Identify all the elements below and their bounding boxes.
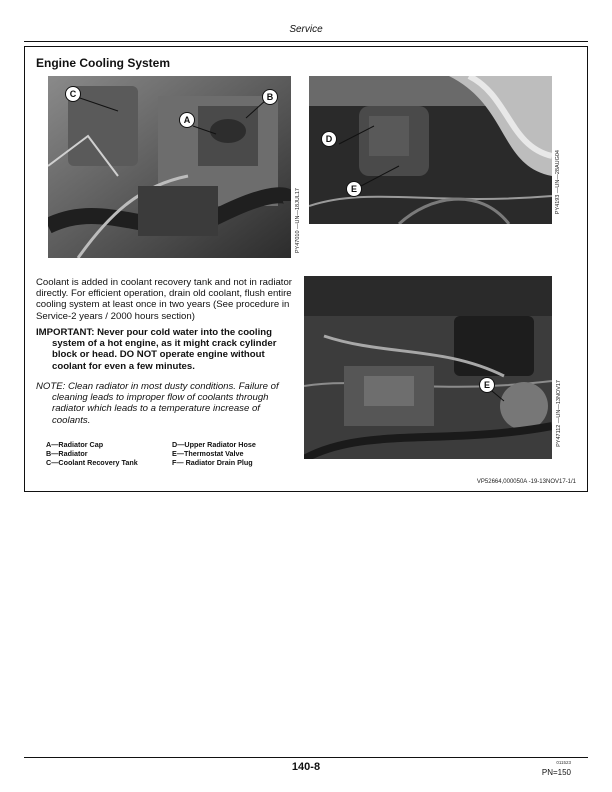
important-text: Never pour cold water into the cooling system of a hot engine, as it might crack cylinder block or head. DO NOT operate engine without coolant for even a few minutes.: [52, 327, 277, 372]
important-label: IMPORTANT:: [36, 327, 95, 338]
page-number: 140-8: [291, 761, 321, 773]
legend-item: F— Radiator Drain Plug: [172, 458, 253, 468]
intro-paragraph: Coolant is added in coolant recovery tank and not in radiator directly. For efficient operation, drain old coolant, flush entire cooling system at least once in two years (See procedure in Service-2 years / 2000 hours section): [36, 277, 292, 322]
photo-radiator-overview: [48, 76, 291, 258]
header-rule: [24, 41, 588, 42]
footer-pn: PN=150: [541, 768, 571, 777]
legend-item: C—Coolant Recovery Tank: [46, 458, 138, 468]
callout-a: A: [179, 112, 195, 128]
note-paragraph: [36, 381, 298, 426]
photo-code: PY47112 —UN—13NOV17: [556, 380, 562, 447]
callout-d: D: [321, 131, 337, 147]
important-notice: [36, 327, 298, 372]
legend-item: A—Radiator Cap: [46, 440, 104, 449]
footer-rule: [24, 757, 588, 758]
section-title: Engine Cooling System: [36, 56, 171, 70]
footer-small-code: 011523: [556, 760, 571, 765]
callout-c: C: [65, 86, 81, 102]
photo-code: PY47010 —UN—18JUL17: [295, 188, 301, 254]
legend-item: E—Thermostat Valve: [172, 449, 244, 459]
legend-left: [46, 440, 138, 468]
header-title: Service: [289, 24, 323, 35]
photo-thermostat: [304, 276, 552, 459]
callout-e: E: [346, 181, 362, 197]
photo-code: PY4193 —UN—28AUG04: [555, 150, 561, 215]
reference-code: VP52664,000050A -19-13NOV17-1/1: [476, 479, 576, 485]
note-label: NOTE:: [36, 381, 66, 392]
legend-right: [172, 440, 256, 468]
note-text: Clean radiator in most dusty conditions. Failure of cleaning leads to improper flow of coolants through radiator which leads to a temperature increase of coolants.: [52, 381, 279, 426]
legend-item: D—Upper Radiator Hose: [172, 440, 256, 449]
callout-e: E: [479, 377, 495, 393]
legend-item: B—Radiator: [46, 449, 88, 459]
callout-b: B: [262, 89, 278, 105]
photo-upper-hose: [309, 76, 552, 224]
